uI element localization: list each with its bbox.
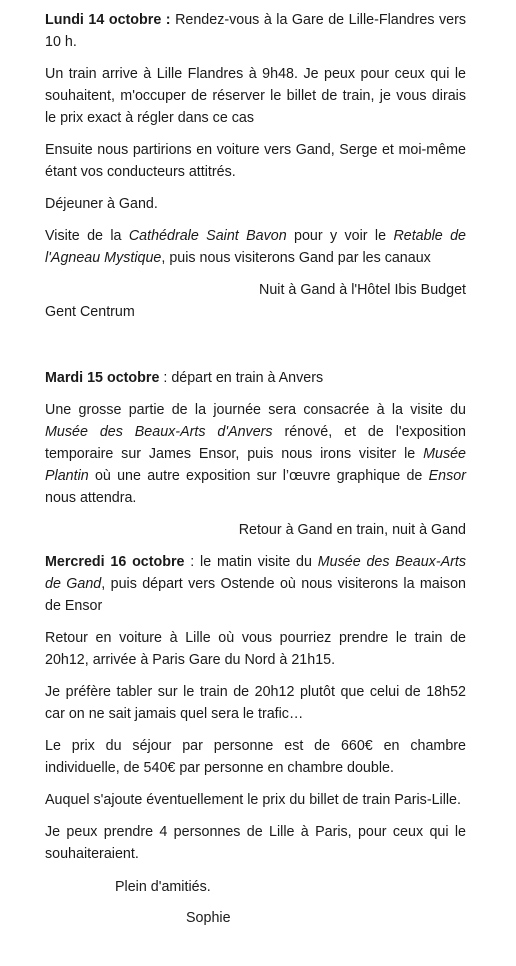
day2-intro: : départ en train à Anvers [159, 370, 324, 386]
plantin-museum-name: Musée Plantin [45, 446, 466, 484]
day2-heading: Mardi 15 octobre [45, 370, 160, 386]
day3-prefer-paragraph: Je préfère tabler sur le train de 20h12 plutôt que celui de 18h52 car on ne sait jamais quel sera le trafic… [45, 684, 466, 722]
text-run: Une grosse partie de la journée sera consacrée à la visite du [45, 402, 466, 418]
ghent-museum-name: Musée des Beaux-Arts de Gand [45, 554, 466, 592]
day2-visit-paragraph [45, 399, 466, 509]
retable-name: Retable de l'Agneau Mystique [45, 228, 466, 266]
text-run: Visite de la [45, 228, 129, 244]
day1-heading: Lundi 14 octobre : [45, 12, 171, 28]
cathedral-name: Cathédrale Saint Bavon [128, 228, 287, 244]
text-run: nous attendra. [45, 490, 137, 506]
text-run: , puis nous visiterons Gand par les canaux [161, 250, 431, 266]
day3-paragraph [45, 551, 466, 617]
day1-paragraph [45, 9, 466, 53]
signature: Sophie [186, 910, 231, 926]
day2-paragraph [45, 367, 466, 389]
day1-night-line: Nuit à Gand à l'Hôtel Ibis Budget [259, 282, 466, 298]
text-run: rénové, et de l'exposition temporaire sur James Ensor, puis nous irons visiter le [45, 424, 466, 462]
text-run: , puis départ vers Ostende où nous visiterons la maison de Ensor [45, 576, 466, 614]
day3-return-paragraph: Retour en voiture à Lille où vous pourriez prendre le train de 20h12, arrivée à Paris Gare du Nord à 21h15. [45, 630, 466, 668]
text-run: pour y voir le [286, 228, 394, 244]
day1-train-paragraph: Un train arrive à Lille Flandres à 9h48. Je peux pour ceux qui le souhaitent, m'occuper de réserver le billet de train, je vous dirais le prix exact à régler dans ce cas [45, 66, 466, 126]
text-run: : le matin visite du [184, 554, 318, 570]
day1-car-paragraph: Ensuite nous partirions en voiture vers Gand, Serge et moi-même étant vos conducteurs attitrés. [45, 142, 466, 180]
text-run: où une autre exposition sur l’œuvre graphique de [88, 468, 429, 484]
extra-cost-paragraph: Auquel s'ajoute éventuellement le prix du billet de train Paris-Lille. [45, 792, 461, 808]
day1-visit-paragraph [45, 225, 466, 269]
letter-document [45, 9, 466, 929]
day1-intro: Rendez-vous à la Gare de Lille-Flandres vers 10 h. [45, 12, 466, 50]
day3-heading: Mercredi 16 octobre [45, 554, 185, 570]
ensor-name: Ensor [428, 468, 466, 484]
day1-hotel-line: Gent Centrum [45, 304, 135, 320]
price-paragraph: Le prix du séjour par personne est de 660€ en chambre individuelle, de 540€ par personne en chambre double. [45, 738, 466, 776]
seats-paragraph: Je peux prendre 4 personnes de Lille à Paris, pour ceux qui le souhaiteraient. [45, 824, 466, 862]
day2-return-line: Retour à Gand en train, nuit à Gand [238, 522, 466, 538]
antwerp-museum-name: Musée des Beaux-Arts d'Anvers [45, 424, 273, 440]
day1-lunch-paragraph: Déjeuner à Gand. [45, 196, 158, 212]
closing-line: Plein d'amitiés. [115, 879, 211, 895]
